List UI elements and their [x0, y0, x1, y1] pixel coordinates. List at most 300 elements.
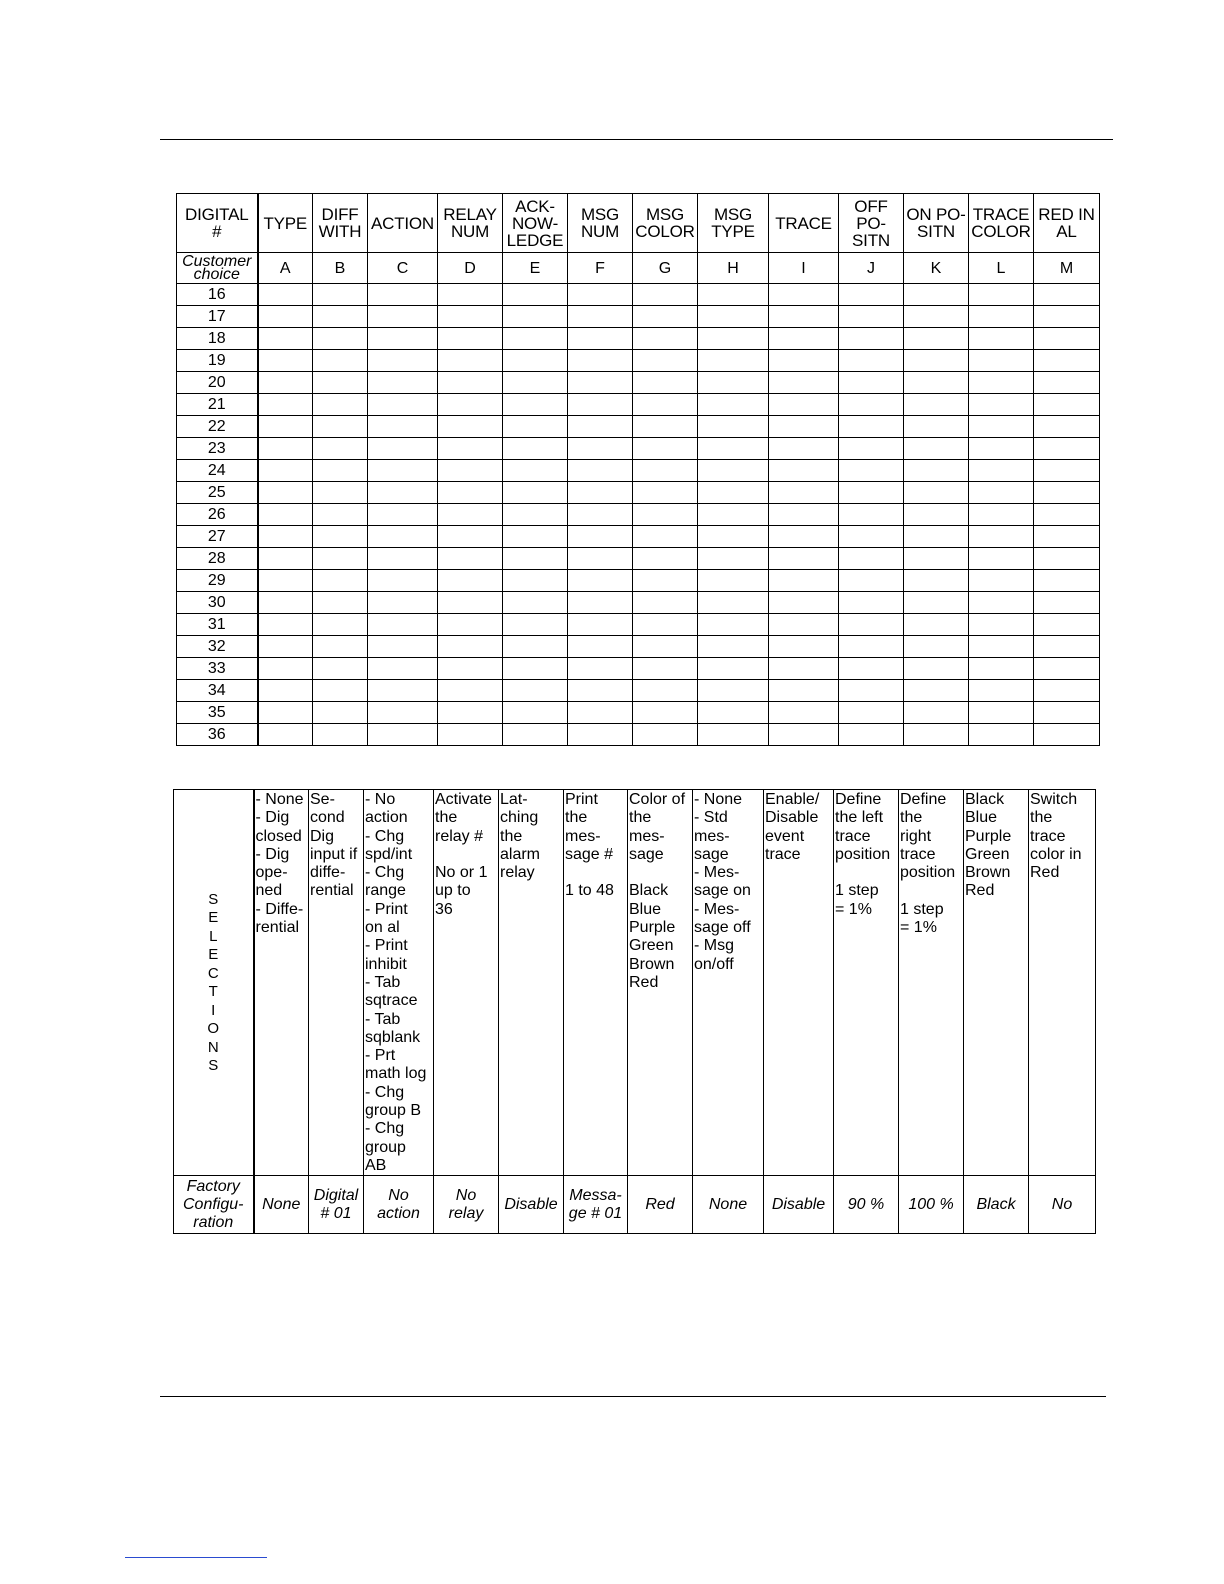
blank-entry-cell: [258, 680, 313, 702]
selections-letter: O: [207, 1020, 220, 1038]
blank-entry-cell: [438, 680, 503, 702]
blank-entry-cell: [368, 636, 438, 658]
blank-entry-cell: [904, 592, 969, 614]
blank-entry-cell: [698, 636, 769, 658]
blank-entry-cell: [368, 416, 438, 438]
blank-entry-cell: [839, 416, 904, 438]
selections-letter: T: [208, 983, 218, 1001]
digital-row: [177, 526, 1100, 548]
blank-entry-cell: [904, 460, 969, 482]
blank-entry-cell: [839, 482, 904, 504]
blank-entry-cell: [633, 526, 698, 548]
blank-entry-cell: [503, 658, 568, 680]
blank-entry-cell: [1034, 482, 1100, 504]
blank-entry-cell: [258, 306, 313, 328]
blank-entry-cell: [633, 350, 698, 372]
blank-entry-cell: [438, 592, 503, 614]
blank-entry-cell: [368, 482, 438, 504]
column-header: MSG COLOR: [633, 194, 698, 253]
blank-entry-cell: [1034, 680, 1100, 702]
digital-row: [177, 416, 1100, 438]
blank-entry-cell: [839, 680, 904, 702]
digital-number: 22: [177, 416, 258, 438]
blank-entry-cell: [313, 328, 368, 350]
blank-entry-cell: [368, 438, 438, 460]
selection-options: Print the mes- sage # 1 to 48: [564, 790, 628, 1176]
column-header: TRACE: [769, 194, 839, 253]
column-letter: M: [1034, 253, 1100, 284]
digital-row: [177, 372, 1100, 394]
selection-options: Enable/ Disable event trace: [764, 790, 834, 1176]
digital-number: 28: [177, 548, 258, 570]
blank-entry-cell: [368, 680, 438, 702]
column-letter: I: [769, 253, 839, 284]
blank-entry-cell: [258, 526, 313, 548]
blank-entry-cell: [904, 372, 969, 394]
blank-entry-cell: [368, 592, 438, 614]
blank-entry-cell: [313, 284, 368, 306]
blank-entry-cell: [258, 416, 313, 438]
factory-value: Disable: [499, 1176, 564, 1234]
blank-entry-cell: [769, 328, 839, 350]
blank-entry-cell: [698, 614, 769, 636]
blank-entry-cell: [503, 394, 568, 416]
digital-number: 19: [177, 350, 258, 372]
blank-entry-cell: [633, 570, 698, 592]
blank-entry-cell: [438, 438, 503, 460]
digital-row: [177, 724, 1100, 746]
factory-configuration-label: Factory Configu- ration: [174, 1176, 254, 1234]
blank-entry-cell: [904, 438, 969, 460]
header-rule: [160, 139, 1113, 140]
digital-row: [177, 570, 1100, 592]
blank-entry-cell: [769, 350, 839, 372]
blank-entry-cell: [1034, 394, 1100, 416]
blank-entry-cell: [839, 394, 904, 416]
digital-number: 25: [177, 482, 258, 504]
digital-number: 33: [177, 658, 258, 680]
digital-number: 32: [177, 636, 258, 658]
digital-row: [177, 592, 1100, 614]
blank-entry-cell: [313, 548, 368, 570]
blank-entry-cell: [1034, 284, 1100, 306]
blank-entry-cell: [633, 394, 698, 416]
blank-entry-cell: [438, 636, 503, 658]
factory-value: Messa- ge # 01: [564, 1176, 628, 1234]
blank-entry-cell: [503, 680, 568, 702]
blank-entry-cell: [258, 350, 313, 372]
selection-options: Switch the trace color in Red: [1029, 790, 1096, 1176]
blank-entry-cell: [313, 702, 368, 724]
selection-options: Black Blue Purple Green Brown Red: [964, 790, 1029, 1176]
blank-entry-cell: [313, 592, 368, 614]
blank-entry-cell: [633, 416, 698, 438]
digital-number: 24: [177, 460, 258, 482]
blank-entry-cell: [1034, 526, 1100, 548]
digital-number: 31: [177, 614, 258, 636]
blank-entry-cell: [633, 482, 698, 504]
blank-entry-cell: [839, 724, 904, 746]
digital-row: [177, 658, 1100, 680]
blank-entry-cell: [313, 614, 368, 636]
blank-entry-cell: [503, 724, 568, 746]
blank-entry-cell: [698, 350, 769, 372]
blank-entry-cell: [568, 372, 633, 394]
blank-entry-cell: [698, 460, 769, 482]
blank-entry-cell: [698, 724, 769, 746]
digital-number: 23: [177, 438, 258, 460]
blank-entry-cell: [904, 526, 969, 548]
digital-number: 35: [177, 702, 258, 724]
blank-entry-cell: [438, 482, 503, 504]
blank-entry-cell: [568, 658, 633, 680]
blank-entry-cell: [568, 504, 633, 526]
blank-entry-cell: [1034, 438, 1100, 460]
factory-value: No relay: [434, 1176, 499, 1234]
blank-entry-cell: [258, 372, 313, 394]
selections-letter: I: [211, 1001, 216, 1019]
blank-entry-cell: [258, 284, 313, 306]
blank-entry-cell: [258, 482, 313, 504]
digital-number: 20: [177, 372, 258, 394]
column-header: DIGITAL #: [177, 194, 258, 253]
blank-entry-cell: [769, 636, 839, 658]
blank-entry-cell: [904, 504, 969, 526]
blank-entry-cell: [904, 636, 969, 658]
blank-entry-cell: [503, 526, 568, 548]
selection-options: Lat- ching the alarm relay: [499, 790, 564, 1176]
blank-entry-cell: [769, 548, 839, 570]
blank-entry-cell: [769, 702, 839, 724]
blank-entry-cell: [698, 372, 769, 394]
blank-entry-cell: [904, 570, 969, 592]
blank-entry-cell: [633, 680, 698, 702]
blank-entry-cell: [503, 438, 568, 460]
blank-entry-cell: [769, 438, 839, 460]
blank-entry-cell: [1034, 306, 1100, 328]
factory-value: 90 %: [834, 1176, 899, 1234]
blank-entry-cell: [839, 504, 904, 526]
blank-entry-cell: [633, 702, 698, 724]
blank-entry-cell: [698, 328, 769, 350]
blank-entry-cell: [1034, 372, 1100, 394]
blank-entry-cell: [368, 570, 438, 592]
blank-entry-cell: [258, 328, 313, 350]
blank-entry-cell: [698, 284, 769, 306]
blank-entry-cell: [769, 306, 839, 328]
blank-entry-cell: [633, 460, 698, 482]
blank-entry-cell: [633, 724, 698, 746]
column-header: MSG NUM: [568, 194, 633, 253]
blank-entry-cell: [698, 702, 769, 724]
blank-entry-cell: [568, 702, 633, 724]
blank-entry-cell: [368, 372, 438, 394]
column-letter: A: [258, 253, 313, 284]
digital-config-table: [176, 193, 1100, 746]
factory-value: Black: [964, 1176, 1029, 1234]
blank-entry-cell: [568, 614, 633, 636]
selection-options: Color of the mes- sage Black Blue Purple Green Brown Red: [628, 790, 693, 1176]
blank-entry-cell: [503, 482, 568, 504]
column-letter: J: [839, 253, 904, 284]
blank-entry-cell: [633, 636, 698, 658]
blank-entry-cell: [969, 658, 1034, 680]
blank-entry-cell: [368, 350, 438, 372]
blank-entry-cell: [904, 548, 969, 570]
blank-entry-cell: [568, 724, 633, 746]
column-letter: L: [969, 253, 1034, 284]
blank-entry-cell: [769, 614, 839, 636]
blank-entry-cell: [313, 372, 368, 394]
selection-options: - None - Dig closed - Dig ope- ned - Diffe- rential: [254, 790, 309, 1176]
selection-options: - None - Std mes- sage - Mes- sage on - Mes- sage off - Msg on/off: [693, 790, 764, 1176]
blank-entry-cell: [568, 680, 633, 702]
digital-row: [177, 636, 1100, 658]
blank-entry-cell: [969, 680, 1034, 702]
blank-entry-cell: [258, 724, 313, 746]
blank-entry-cell: [698, 416, 769, 438]
digital-number: 29: [177, 570, 258, 592]
blank-entry-cell: [313, 416, 368, 438]
factory-value: Disable: [764, 1176, 834, 1234]
blank-entry-cell: [503, 570, 568, 592]
blank-entry-cell: [769, 570, 839, 592]
blank-entry-cell: [839, 284, 904, 306]
blank-entry-cell: [969, 614, 1034, 636]
blank-entry-cell: [568, 592, 633, 614]
blank-entry-cell: [438, 460, 503, 482]
blank-entry-cell: [568, 328, 633, 350]
blank-entry-cell: [438, 702, 503, 724]
blank-entry-cell: [969, 504, 1034, 526]
factory-configuration-row: [174, 1176, 1096, 1234]
blank-entry-cell: [313, 504, 368, 526]
column-header-row: [177, 194, 1100, 253]
blank-entry-cell: [769, 526, 839, 548]
blank-entry-cell: [313, 438, 368, 460]
blank-entry-cell: [698, 504, 769, 526]
blank-entry-cell: [368, 614, 438, 636]
blank-entry-cell: [438, 350, 503, 372]
blank-entry-cell: [1034, 592, 1100, 614]
digital-row: [177, 702, 1100, 724]
column-header: TYPE: [258, 194, 313, 253]
blank-entry-cell: [1034, 460, 1100, 482]
blank-entry-cell: [258, 548, 313, 570]
blank-entry-cell: [368, 702, 438, 724]
blank-entry-cell: [313, 658, 368, 680]
blank-entry-cell: [258, 636, 313, 658]
blank-entry-cell: [313, 460, 368, 482]
blank-entry-cell: [568, 570, 633, 592]
blank-entry-cell: [503, 416, 568, 438]
blank-entry-cell: [633, 614, 698, 636]
footnote-rule: [125, 1557, 267, 1558]
blank-entry-cell: [568, 350, 633, 372]
column-header: ON PO- SITN: [904, 194, 969, 253]
blank-entry-cell: [969, 416, 1034, 438]
blank-entry-cell: [633, 504, 698, 526]
blank-entry-cell: [698, 526, 769, 548]
blank-entry-cell: [769, 504, 839, 526]
customer-choice-row: [177, 253, 1100, 284]
blank-entry-cell: [313, 526, 368, 548]
blank-entry-cell: [904, 284, 969, 306]
digital-number: 27: [177, 526, 258, 548]
column-letter: E: [503, 253, 568, 284]
blank-entry-cell: [438, 614, 503, 636]
blank-entry-cell: [438, 570, 503, 592]
column-header: DIFF WITH: [313, 194, 368, 253]
blank-entry-cell: [368, 394, 438, 416]
digital-row: [177, 614, 1100, 636]
blank-entry-cell: [698, 548, 769, 570]
blank-entry-cell: [368, 548, 438, 570]
blank-entry-cell: [904, 482, 969, 504]
digital-number: 30: [177, 592, 258, 614]
blank-entry-cell: [568, 636, 633, 658]
blank-entry-cell: [313, 350, 368, 372]
digital-number: 18: [177, 328, 258, 350]
blank-entry-cell: [503, 350, 568, 372]
blank-entry-cell: [438, 658, 503, 680]
blank-entry-cell: [904, 614, 969, 636]
blank-entry-cell: [568, 548, 633, 570]
blank-entry-cell: [698, 438, 769, 460]
digital-row: [177, 680, 1100, 702]
customer-choice-label: Customer choice: [177, 253, 258, 284]
blank-entry-cell: [969, 724, 1034, 746]
blank-entry-cell: [1034, 724, 1100, 746]
digital-row: [177, 306, 1100, 328]
blank-entry-cell: [438, 504, 503, 526]
blank-entry-cell: [839, 702, 904, 724]
blank-entry-cell: [839, 614, 904, 636]
selections-label: [174, 790, 254, 1176]
digital-row: [177, 284, 1100, 306]
blank-entry-cell: [368, 504, 438, 526]
blank-entry-cell: [438, 284, 503, 306]
blank-entry-cell: [969, 372, 1034, 394]
blank-entry-cell: [1034, 636, 1100, 658]
blank-entry-cell: [258, 592, 313, 614]
blank-entry-cell: [368, 526, 438, 548]
blank-entry-cell: [969, 438, 1034, 460]
blank-entry-cell: [438, 306, 503, 328]
blank-entry-cell: [368, 328, 438, 350]
column-letter: G: [633, 253, 698, 284]
blank-entry-cell: [769, 680, 839, 702]
factory-value: Digital # 01: [309, 1176, 364, 1234]
digital-row: [177, 482, 1100, 504]
blank-entry-cell: [258, 460, 313, 482]
blank-entry-cell: [839, 636, 904, 658]
blank-entry-cell: [258, 702, 313, 724]
blank-entry-cell: [568, 482, 633, 504]
blank-entry-cell: [1034, 416, 1100, 438]
blank-entry-cell: [904, 394, 969, 416]
blank-entry-cell: [438, 526, 503, 548]
blank-entry-cell: [503, 306, 568, 328]
blank-entry-cell: [633, 284, 698, 306]
blank-entry-cell: [568, 306, 633, 328]
blank-entry-cell: [368, 460, 438, 482]
digital-number: 26: [177, 504, 258, 526]
selections-letter: L: [209, 927, 218, 945]
blank-entry-cell: [698, 306, 769, 328]
blank-entry-cell: [503, 548, 568, 570]
digital-row: [177, 460, 1100, 482]
blank-entry-cell: [1034, 570, 1100, 592]
blank-entry-cell: [904, 306, 969, 328]
blank-entry-cell: [633, 592, 698, 614]
blank-entry-cell: [1034, 548, 1100, 570]
column-header: TRACE COLOR: [969, 194, 1034, 253]
blank-entry-cell: [969, 394, 1034, 416]
selection-options: Define the left trace position 1 step = 1%: [834, 790, 899, 1176]
digital-row: [177, 504, 1100, 526]
selections-letter: S: [208, 890, 219, 908]
factory-value: 100 %: [899, 1176, 964, 1234]
blank-entry-cell: [313, 724, 368, 746]
blank-entry-cell: [769, 416, 839, 438]
blank-entry-cell: [904, 680, 969, 702]
selections-letter: E: [208, 909, 219, 927]
digital-row: [177, 438, 1100, 460]
column-letter: B: [313, 253, 368, 284]
blank-entry-cell: [633, 658, 698, 680]
blank-entry-cell: [503, 460, 568, 482]
blank-entry-cell: [698, 394, 769, 416]
selection-options: - No action - Chg spd/int - Chg range - Print on al - Print inhibit - Tab sqtrace - Tab sqblank - Prt math log - Chg group B - Chg group AB: [364, 790, 434, 1176]
selection-options: Define the right trace position 1 step = 1%: [899, 790, 964, 1176]
factory-value: Red: [628, 1176, 693, 1234]
blank-entry-cell: [313, 394, 368, 416]
blank-entry-cell: [904, 702, 969, 724]
blank-entry-cell: [698, 658, 769, 680]
blank-entry-cell: [503, 328, 568, 350]
blank-entry-cell: [568, 394, 633, 416]
blank-entry-cell: [1034, 658, 1100, 680]
blank-entry-cell: [313, 636, 368, 658]
blank-entry-cell: [698, 482, 769, 504]
digital-row: [177, 328, 1100, 350]
blank-entry-cell: [839, 658, 904, 680]
blank-entry-cell: [258, 570, 313, 592]
blank-entry-cell: [633, 548, 698, 570]
blank-entry-cell: [839, 460, 904, 482]
factory-value: None: [254, 1176, 309, 1234]
blank-entry-cell: [633, 438, 698, 460]
blank-entry-cell: [969, 592, 1034, 614]
column-letter: H: [698, 253, 769, 284]
blank-entry-cell: [769, 284, 839, 306]
blank-entry-cell: [769, 394, 839, 416]
blank-entry-cell: [969, 482, 1034, 504]
digital-row: [177, 548, 1100, 570]
blank-entry-cell: [438, 394, 503, 416]
blank-entry-cell: [438, 328, 503, 350]
blank-entry-cell: [698, 592, 769, 614]
blank-entry-cell: [839, 592, 904, 614]
column-header: RELAY NUM: [438, 194, 503, 253]
blank-entry-cell: [438, 372, 503, 394]
blank-entry-cell: [839, 350, 904, 372]
blank-entry-cell: [969, 284, 1034, 306]
selection-options: Se- cond Dig input if diffe- rential: [309, 790, 364, 1176]
blank-entry-cell: [438, 416, 503, 438]
digital-number: 17: [177, 306, 258, 328]
